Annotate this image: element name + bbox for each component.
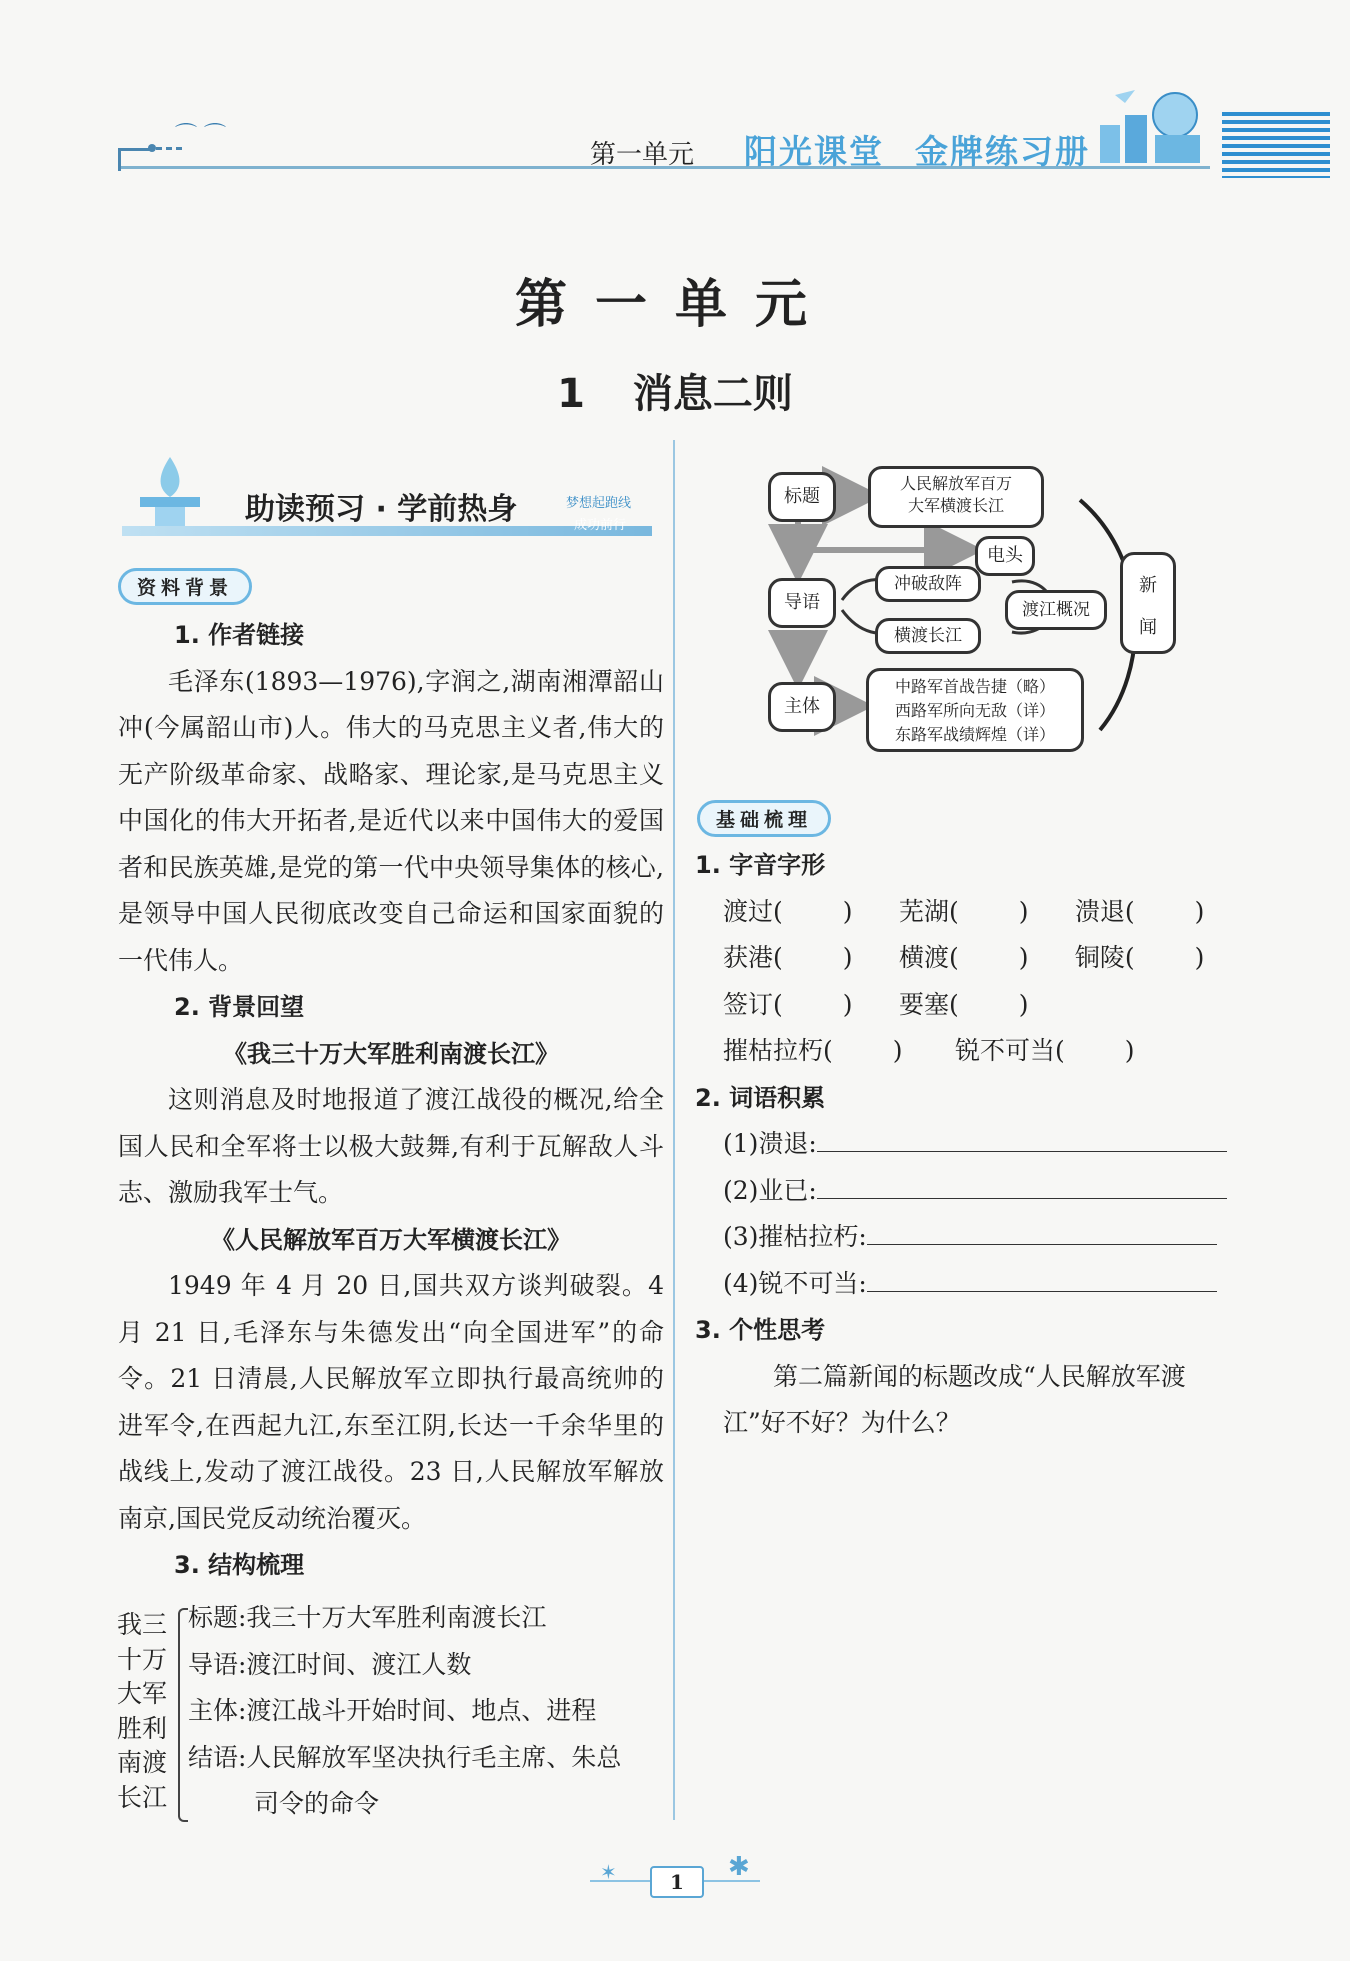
structure-item: 主体:渡江战斗开始时间、地点、进程 [188, 1696, 597, 1725]
vocabulary-item [695, 1214, 1245, 1261]
vocabulary-label: (4)锐不可当: [723, 1268, 867, 1298]
vocabulary-item [695, 1261, 1245, 1308]
structure-subject-line: 我三 [117, 1610, 168, 1639]
unit-title: 第一单元 [514, 275, 835, 335]
mindmap-title-content [868, 466, 1044, 528]
pronunciation-item: 铜陵( [1074, 943, 1135, 972]
structure-item: 司令的命令 [254, 1789, 380, 1818]
vocabulary-label: (1)溃退: [723, 1129, 817, 1158]
structure-heading: 3. 结构梳理 [174, 1551, 305, 1579]
vocabulary-label: (2)业已: [723, 1175, 817, 1205]
vocabulary-item [695, 1121, 1245, 1168]
pronunciation-paren: ) [1018, 943, 1029, 972]
pronunciation-paren: ) [1194, 896, 1205, 926]
pronunciation-item: 渡过( [723, 896, 783, 926]
mindmap-body-content [866, 668, 1084, 752]
pronunciation-item: 横渡( [898, 943, 959, 972]
column-divider [673, 440, 675, 1820]
fountain-icon [125, 452, 215, 534]
structure-subject-line: 胜利 [117, 1713, 168, 1743]
basics-section [695, 842, 1245, 1447]
pronunciation-paren: ) [842, 943, 853, 972]
news-title-b: 《人民解放军百万大军横渡长江》 [211, 1225, 571, 1254]
header-dot-decoration [148, 144, 156, 152]
pronunciation-heading: 1. 字音字形 [695, 851, 826, 879]
header-stripes-decoration [1222, 112, 1330, 178]
mindmap-title-content-line: 大军横渡长江 [907, 496, 1004, 515]
answer-line[interactable] [867, 1214, 1217, 1245]
vocabulary-label: (3)摧枯拉朽: [723, 1222, 867, 1251]
pronunciation-paren: ) [892, 1036, 903, 1065]
background-review-heading: 2. 背景回望 [174, 993, 305, 1021]
answer-line[interactable] [817, 1168, 1227, 1199]
pronunciation-row [695, 935, 1245, 982]
background-pill: 资料背景 [118, 568, 252, 605]
pronunciation-paren: ) [1018, 896, 1029, 926]
header-hook-decoration [118, 148, 153, 171]
mindmap-dateline-node: 电头 [975, 536, 1035, 576]
structure-item: 标题:我三十万大军胜利南渡长江 [188, 1603, 547, 1632]
mindmap-body-line: 东路军战绩辉煌（详） [894, 725, 1055, 744]
pronunciation-item: 签订( [723, 989, 783, 1019]
lesson-number: 1 [557, 371, 585, 417]
answer-line[interactable] [867, 1261, 1217, 1292]
author-link-text: 毛泽东(1893—1976),字润之,湖南湘潭韶山冲(今属韶山市)人。伟大的马克思主义者,伟大的无产阶级革命家、战略家、理论家,是马克思主义中国化的伟大开拓者,是近代以来中国伟大的爱国者和民族英雄,是党的第一代中央领导集体的核心,是领导中国人民彻底改变自己命运和国家面貌的一代伟人。 [118, 666, 664, 975]
star-icon: ✶ [600, 1860, 617, 1884]
structure-subject [117, 1608, 172, 1815]
structure-item: 结语:人民解放军坚决执行毛主席、朱总 [188, 1742, 622, 1772]
section-banner-title: 助读预习 · 学前热身 [245, 492, 518, 527]
mindmap-breakthrough-node: 冲破敌阵 [875, 566, 981, 602]
structure-subject-line: 南渡 [117, 1748, 168, 1777]
thinking-question: 第二篇新闻的标题改成“人民解放军渡江”好不好？为什么？ [723, 1361, 1186, 1437]
mindmap-crossing-node: 横渡长江 [875, 618, 981, 654]
structure-subject-line: 大军 [117, 1679, 168, 1708]
pronunciation-item: 要塞( [898, 989, 959, 1019]
banner-slogan-1: 梦想起跑线 [566, 496, 632, 511]
answer-line[interactable] [817, 1121, 1227, 1152]
pronunciation-row [695, 889, 1245, 936]
mindmap-title-content-line: 人民解放军百万 [899, 474, 1012, 493]
mindmap-news-node [1120, 552, 1176, 654]
structure-subject-line: 长江 [117, 1782, 168, 1812]
news-title-a: 《我三十万大军胜利南渡长江》 [223, 1039, 559, 1068]
structure-items [188, 1595, 668, 1828]
mindmap-news-char: 新 [1139, 575, 1157, 596]
mindmap-body-line: 西路军所向无敌（详） [894, 701, 1055, 720]
background-section [118, 612, 664, 1589]
birds-icon: ⌒ ⌒ [175, 123, 226, 148]
pronunciation-item: 获港( [723, 943, 783, 972]
header-brand-sunshine: 阳光课堂 [744, 132, 884, 171]
author-link-heading: 1. 作者链接 [174, 621, 305, 649]
page-number: 1 [650, 1866, 704, 1898]
news-text-a: 这则消息及时地报道了渡江战役的概况,给全国人民和全军将士以极大鼓舞,有利于瓦解敌人斗志、激励我军士气。 [118, 1085, 664, 1207]
header-brand-workbook: 金牌练习册 [915, 132, 1090, 171]
mindmap-body-line: 中路军首战告捷（略） [894, 677, 1055, 696]
pronunciation-item: 锐不可当( [954, 1036, 1065, 1065]
pronunciation-item: 溃退( [1074, 896, 1135, 926]
pronunciation-paren: ) [842, 989, 853, 1019]
mindmap-news-char: 闻 [1139, 617, 1157, 638]
vocabulary-item [695, 1168, 1245, 1215]
mindmap-lead-node: 导语 [768, 578, 836, 628]
mindmap-overview-node: 渡江概况 [1005, 590, 1107, 630]
pronunciation-item: 芜湖( [898, 896, 959, 926]
lesson-title [0, 362, 1350, 419]
structure-brace [178, 1608, 188, 1822]
structure-item: 导语:渡江时间、渡江人数 [188, 1649, 472, 1679]
pronunciation-paren: ) [1124, 1036, 1135, 1065]
vocabulary-heading: 2. 词语积累 [695, 1083, 826, 1112]
globe-illustration-icon [1095, 85, 1215, 165]
mindmap-body-node: 主体 [768, 682, 836, 732]
pronunciation-item: 摧枯拉朽( [723, 1036, 833, 1065]
palm-tree-icon: ✱ [728, 1852, 750, 1882]
pronunciation-row [695, 1028, 1245, 1075]
header-unit-label: 第一单元 [590, 140, 695, 170]
banner-slogan-2: 成功前行 [574, 518, 627, 533]
pronunciation-paren: ) [1194, 943, 1205, 972]
pronunciation-paren: ) [842, 896, 853, 926]
basics-pill: 基础梳理 [697, 800, 831, 837]
pronunciation-row [695, 982, 1245, 1029]
structure-subject-line: 十万 [117, 1644, 168, 1674]
pronunciation-paren: ) [1018, 989, 1029, 1019]
lesson-name: 消息二则 [632, 371, 793, 417]
thinking-heading: 3. 个性思考 [695, 1316, 826, 1344]
news-text-b: 1949 年 4 月 20 日,国共双方谈判破裂。4 月 21 日,毛泽东与朱德发出“向全国进军”的命令。21 日清晨,人民解放军立即执行最高统帅的进军令,在西起九江,东至江阴,长达一千余华里的战线上,发动了渡江战役。23 日,人民解放军解放南京,国民党反动统治覆灭。 [118, 1271, 664, 1533]
mindmap-title-node: 标题 [768, 472, 836, 522]
